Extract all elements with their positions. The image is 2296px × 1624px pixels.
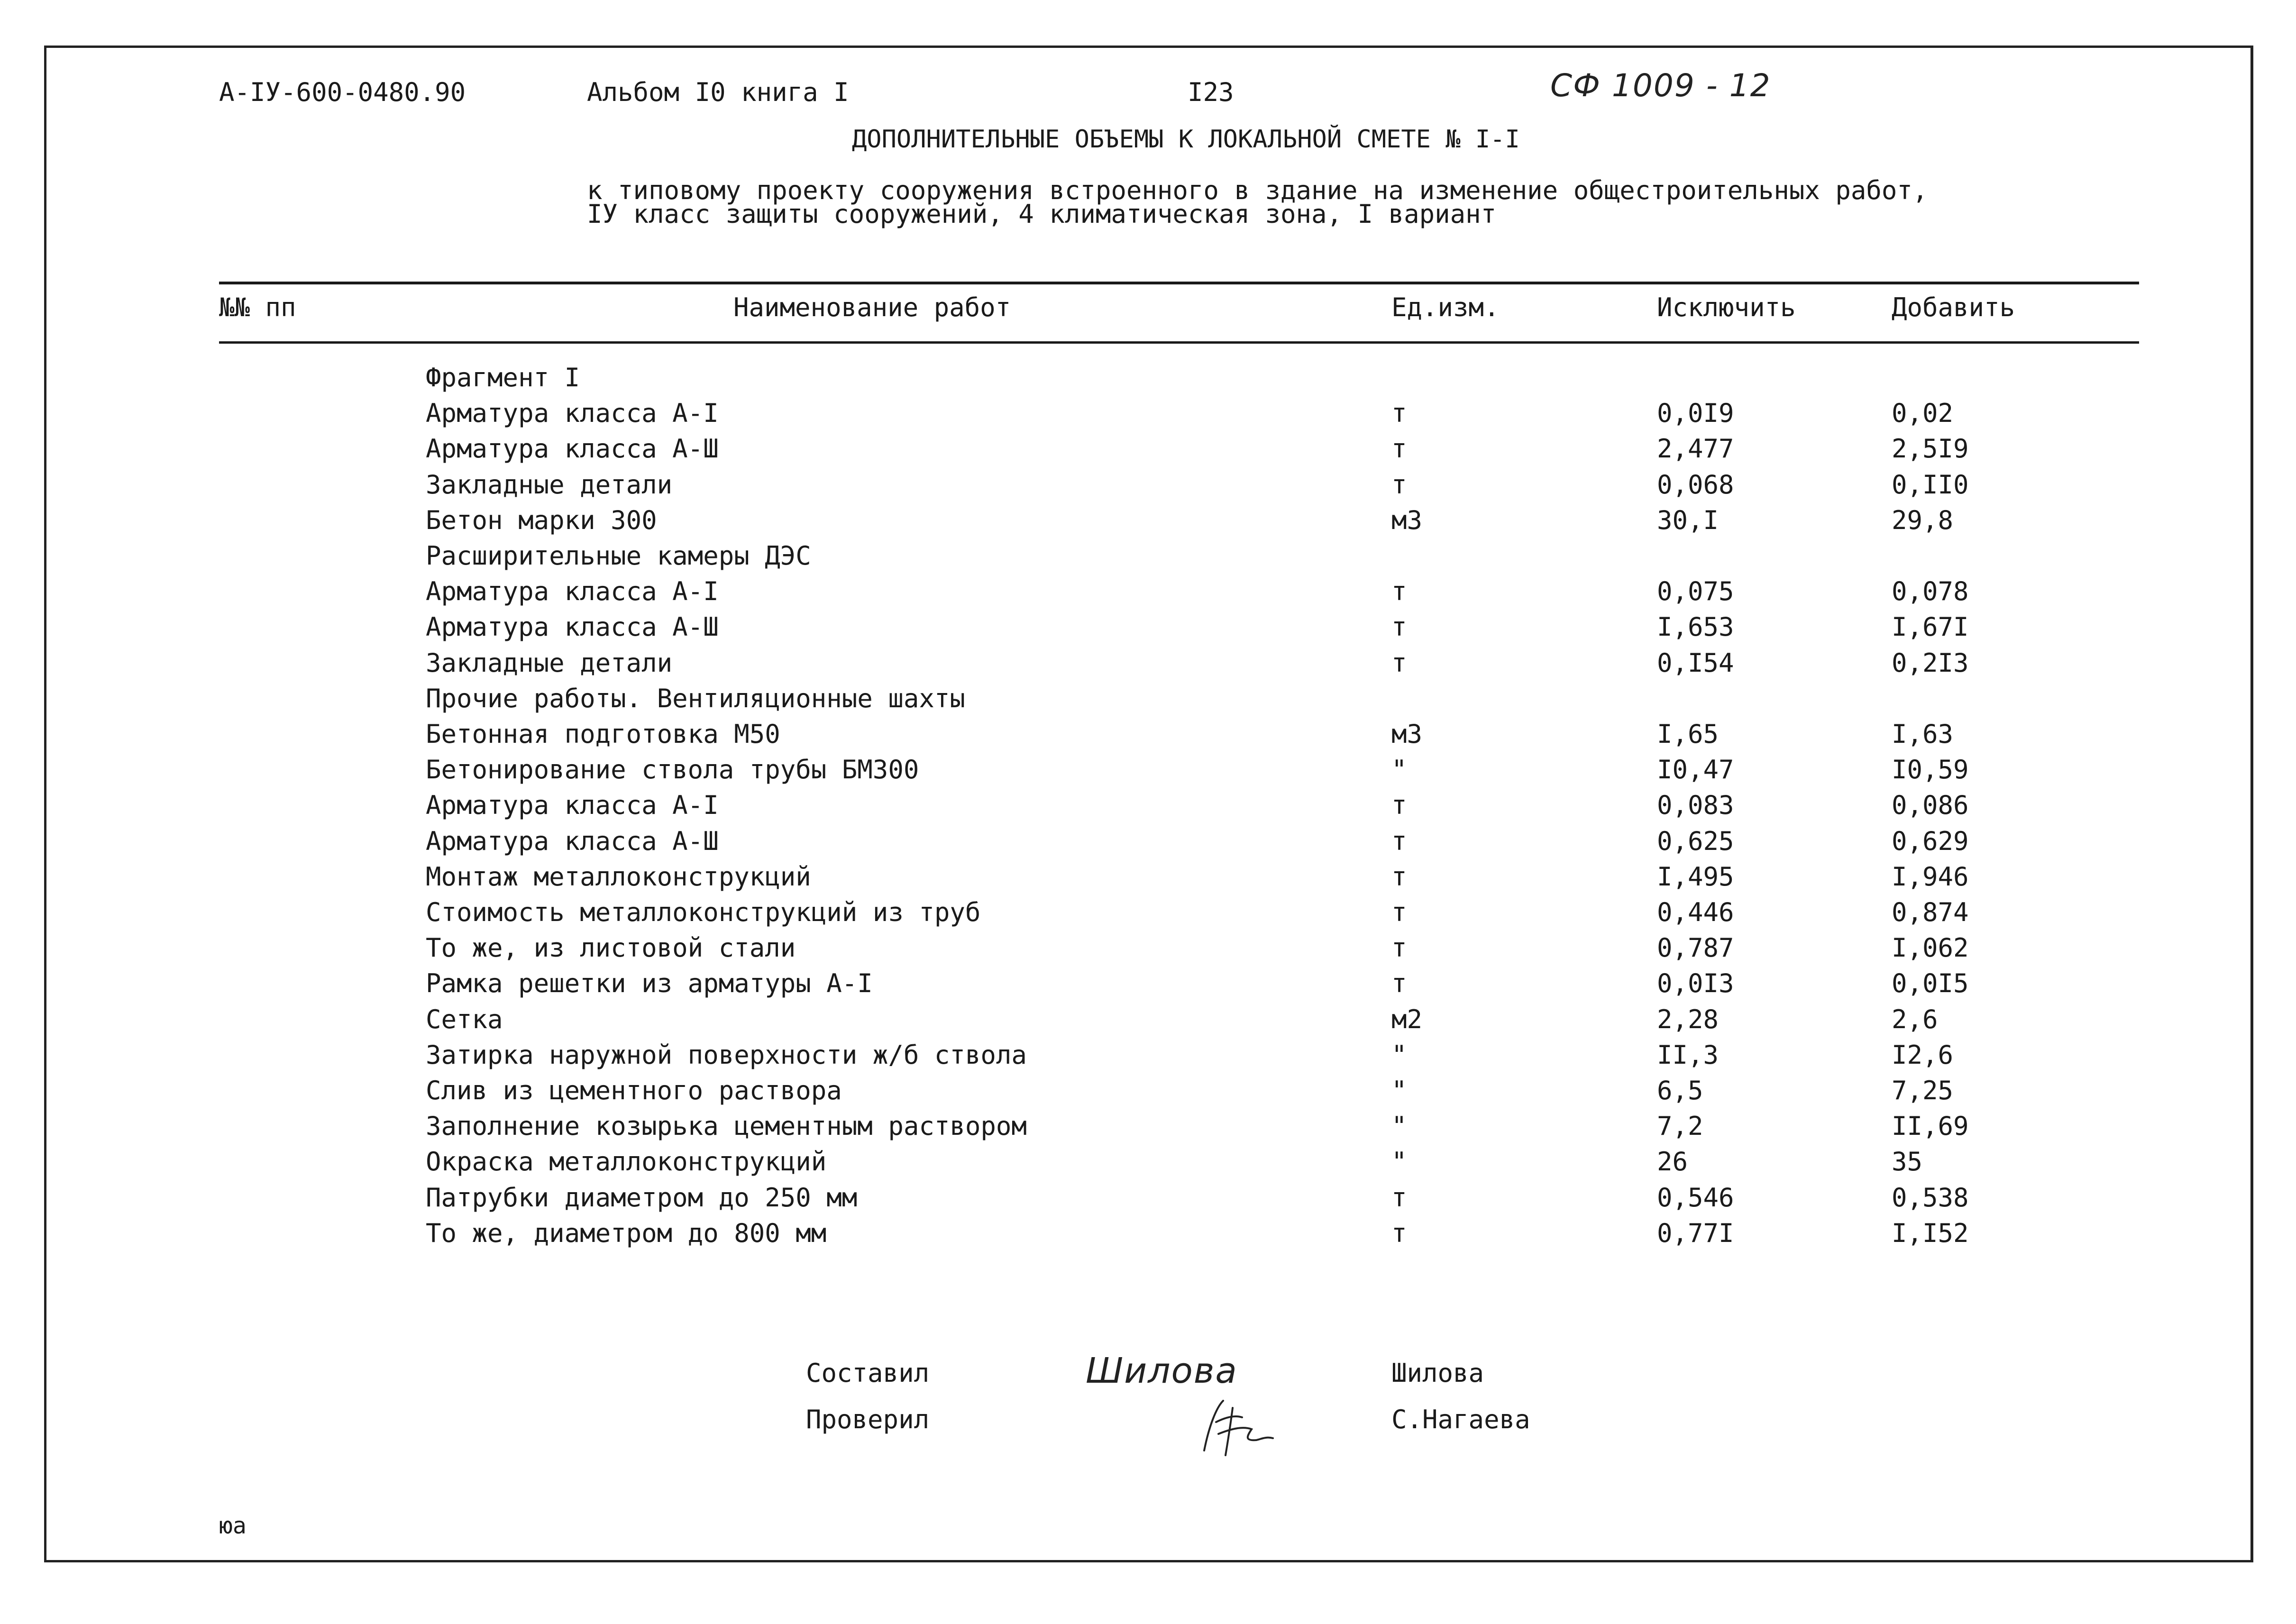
row-name: То же, из листовой стали [426, 933, 796, 963]
row-name: Сетка [426, 1004, 503, 1034]
row-exclude: 30,I [1657, 505, 1719, 535]
row-name: Арматура класса А-Ш [426, 826, 719, 856]
row-add: I0,59 [1892, 755, 1969, 785]
row-exclude: 0,0I3 [1657, 968, 1734, 998]
row-name: Рамка решетки из арматуры А-I [426, 968, 873, 998]
row-name: Затирка наружной поверхности ж/б ствола [426, 1040, 1027, 1070]
row-exclude: 0,787 [1657, 933, 1734, 963]
col-header-unit: Ед.изм. [1391, 292, 1500, 322]
row-exclude: I,653 [1657, 612, 1734, 642]
row-name: Арматура класса А-I [426, 398, 719, 428]
row-name: То же, диаметром до 800 мм [426, 1218, 827, 1248]
subtitle-line-2: IУ класс защиты сооружений, 4 климатическая зона, I вариант [587, 199, 1497, 229]
row-name: Прочие работы. Вентиляционные шахты [426, 684, 965, 713]
row-name: Стоимость металлоконструкций из труб [426, 897, 981, 927]
row-exclude: 0,083 [1657, 790, 1734, 820]
row-add: II,69 [1892, 1111, 1969, 1141]
row-name: Закладные детали [426, 648, 673, 678]
row-exclude: 0,I54 [1657, 648, 1734, 678]
row-add: 2,5I9 [1892, 434, 1969, 464]
row-unit: м3 [1391, 505, 1423, 535]
row-unit: т [1391, 1218, 1407, 1248]
row-exclude: 0,068 [1657, 470, 1734, 500]
row-exclude: I,65 [1657, 719, 1719, 749]
document-code: А-IУ-600-0480.90 [219, 77, 466, 107]
row-add: I,062 [1892, 933, 1969, 963]
row-name: Слив из цементного раствора [426, 1076, 842, 1105]
table-header-rule [219, 341, 2139, 344]
checked-signature [1190, 1389, 1280, 1460]
row-name: Арматура класса А-Ш [426, 612, 719, 642]
row-add: 0,02 [1892, 398, 1954, 428]
subtitle-line-1: к типовому проекту сооружения встроенного в здание на изменение общестроительных работ, [587, 175, 1928, 205]
row-add: 2,6 [1892, 1004, 1938, 1034]
row-exclude: 6,5 [1657, 1076, 1703, 1105]
row-add: 0,086 [1892, 790, 1969, 820]
row-exclude: 0,075 [1657, 576, 1734, 606]
row-exclude: 0,446 [1657, 897, 1734, 927]
row-unit: т [1391, 968, 1407, 998]
row-exclude: 2,477 [1657, 434, 1734, 464]
row-add: I,67I [1892, 612, 1969, 642]
row-unit: т [1391, 933, 1407, 963]
row-add: I2,6 [1892, 1040, 1954, 1070]
row-unit: " [1391, 1111, 1407, 1141]
row-exclude: 2,28 [1657, 1004, 1719, 1034]
page-number: I23 [1188, 77, 1234, 107]
row-name: Патрубки диаметром до 250 мм [426, 1183, 858, 1213]
row-unit: т [1391, 897, 1407, 927]
row-name: Заполнение козырька цементным раствором [426, 1111, 1027, 1141]
row-add: 35 [1892, 1147, 1923, 1177]
row-unit: т [1391, 398, 1407, 428]
document-title: ДОПОЛНИТЕЛЬНЫЕ ОБЪЕМЫ К ЛОКАЛЬНОЙ СМЕТЕ № I-I [852, 125, 1520, 154]
row-add: 29,8 [1892, 505, 1954, 535]
row-name: Арматура класса А-I [426, 790, 719, 820]
compiled-label: Составил [806, 1358, 930, 1388]
col-header-num: №№ пп [219, 292, 296, 322]
row-name: Расширительные камеры ДЭС [426, 541, 811, 571]
row-add: 0,0I5 [1892, 968, 1969, 998]
row-unit: " [1391, 1076, 1407, 1105]
row-unit: м3 [1391, 719, 1423, 749]
row-name: Закладные детали [426, 470, 673, 500]
row-name: Бетон марки 300 [426, 505, 657, 535]
row-name: Фрагмент I [426, 363, 580, 392]
row-add: I,946 [1892, 862, 1969, 892]
col-header-name: Наименование работ [733, 292, 1011, 322]
row-unit: т [1391, 826, 1407, 856]
row-add: 7,25 [1892, 1076, 1954, 1105]
col-header-add: Добавить [1892, 292, 2015, 322]
handwritten-code: СФ 1009 - 12 [1550, 67, 1771, 104]
row-exclude: II,3 [1657, 1040, 1719, 1070]
row-unit: т [1391, 470, 1407, 500]
row-add: 0,874 [1892, 897, 1969, 927]
footer-mark: юа [219, 1513, 247, 1539]
compiled-signature: Шилова [1086, 1350, 1238, 1391]
row-add: 0,629 [1892, 826, 1969, 856]
row-add: 0,II0 [1892, 470, 1969, 500]
row-name: Бетонная подготовка М50 [426, 719, 780, 749]
row-unit: т [1391, 576, 1407, 606]
row-exclude: 0,546 [1657, 1183, 1734, 1213]
row-name: Арматура класса А-Ш [426, 434, 719, 464]
row-exclude: 7,2 [1657, 1111, 1703, 1141]
checked-name: С.Нагаева [1391, 1405, 1530, 1434]
row-name: Арматура класса А-I [426, 576, 719, 606]
row-unit: м2 [1391, 1004, 1423, 1034]
row-exclude: 26 [1657, 1147, 1688, 1177]
row-exclude: I0,47 [1657, 755, 1734, 785]
row-exclude: 0,77I [1657, 1218, 1734, 1248]
checked-label: Проверил [806, 1405, 930, 1434]
row-add: 0,538 [1892, 1183, 1969, 1213]
table-top-rule [219, 282, 2139, 284]
row-name: Бетонирование ствола трубы БМ300 [426, 755, 919, 785]
row-add: 0,2I3 [1892, 648, 1969, 678]
row-unit: " [1391, 1147, 1407, 1177]
row-name: Окраска металлоконструкций [426, 1147, 827, 1177]
row-unit: т [1391, 1183, 1407, 1213]
col-header-exclude: Исключить [1657, 292, 1796, 322]
row-unit: т [1391, 790, 1407, 820]
compiled-name: Шилова [1391, 1358, 1484, 1388]
row-unit: " [1391, 755, 1407, 785]
row-unit: т [1391, 648, 1407, 678]
row-exclude: 0,625 [1657, 826, 1734, 856]
row-exclude: 0,0I9 [1657, 398, 1734, 428]
row-add: I,63 [1892, 719, 1954, 749]
row-unit: т [1391, 862, 1407, 892]
album-label: Альбом I0 книга I [587, 77, 849, 107]
row-exclude: I,495 [1657, 862, 1734, 892]
row-name: Монтаж металлоконструкций [426, 862, 811, 892]
row-unit: т [1391, 612, 1407, 642]
row-unit: т [1391, 434, 1407, 464]
row-add: 0,078 [1892, 576, 1969, 606]
row-unit: " [1391, 1040, 1407, 1070]
row-add: I,I52 [1892, 1218, 1969, 1248]
